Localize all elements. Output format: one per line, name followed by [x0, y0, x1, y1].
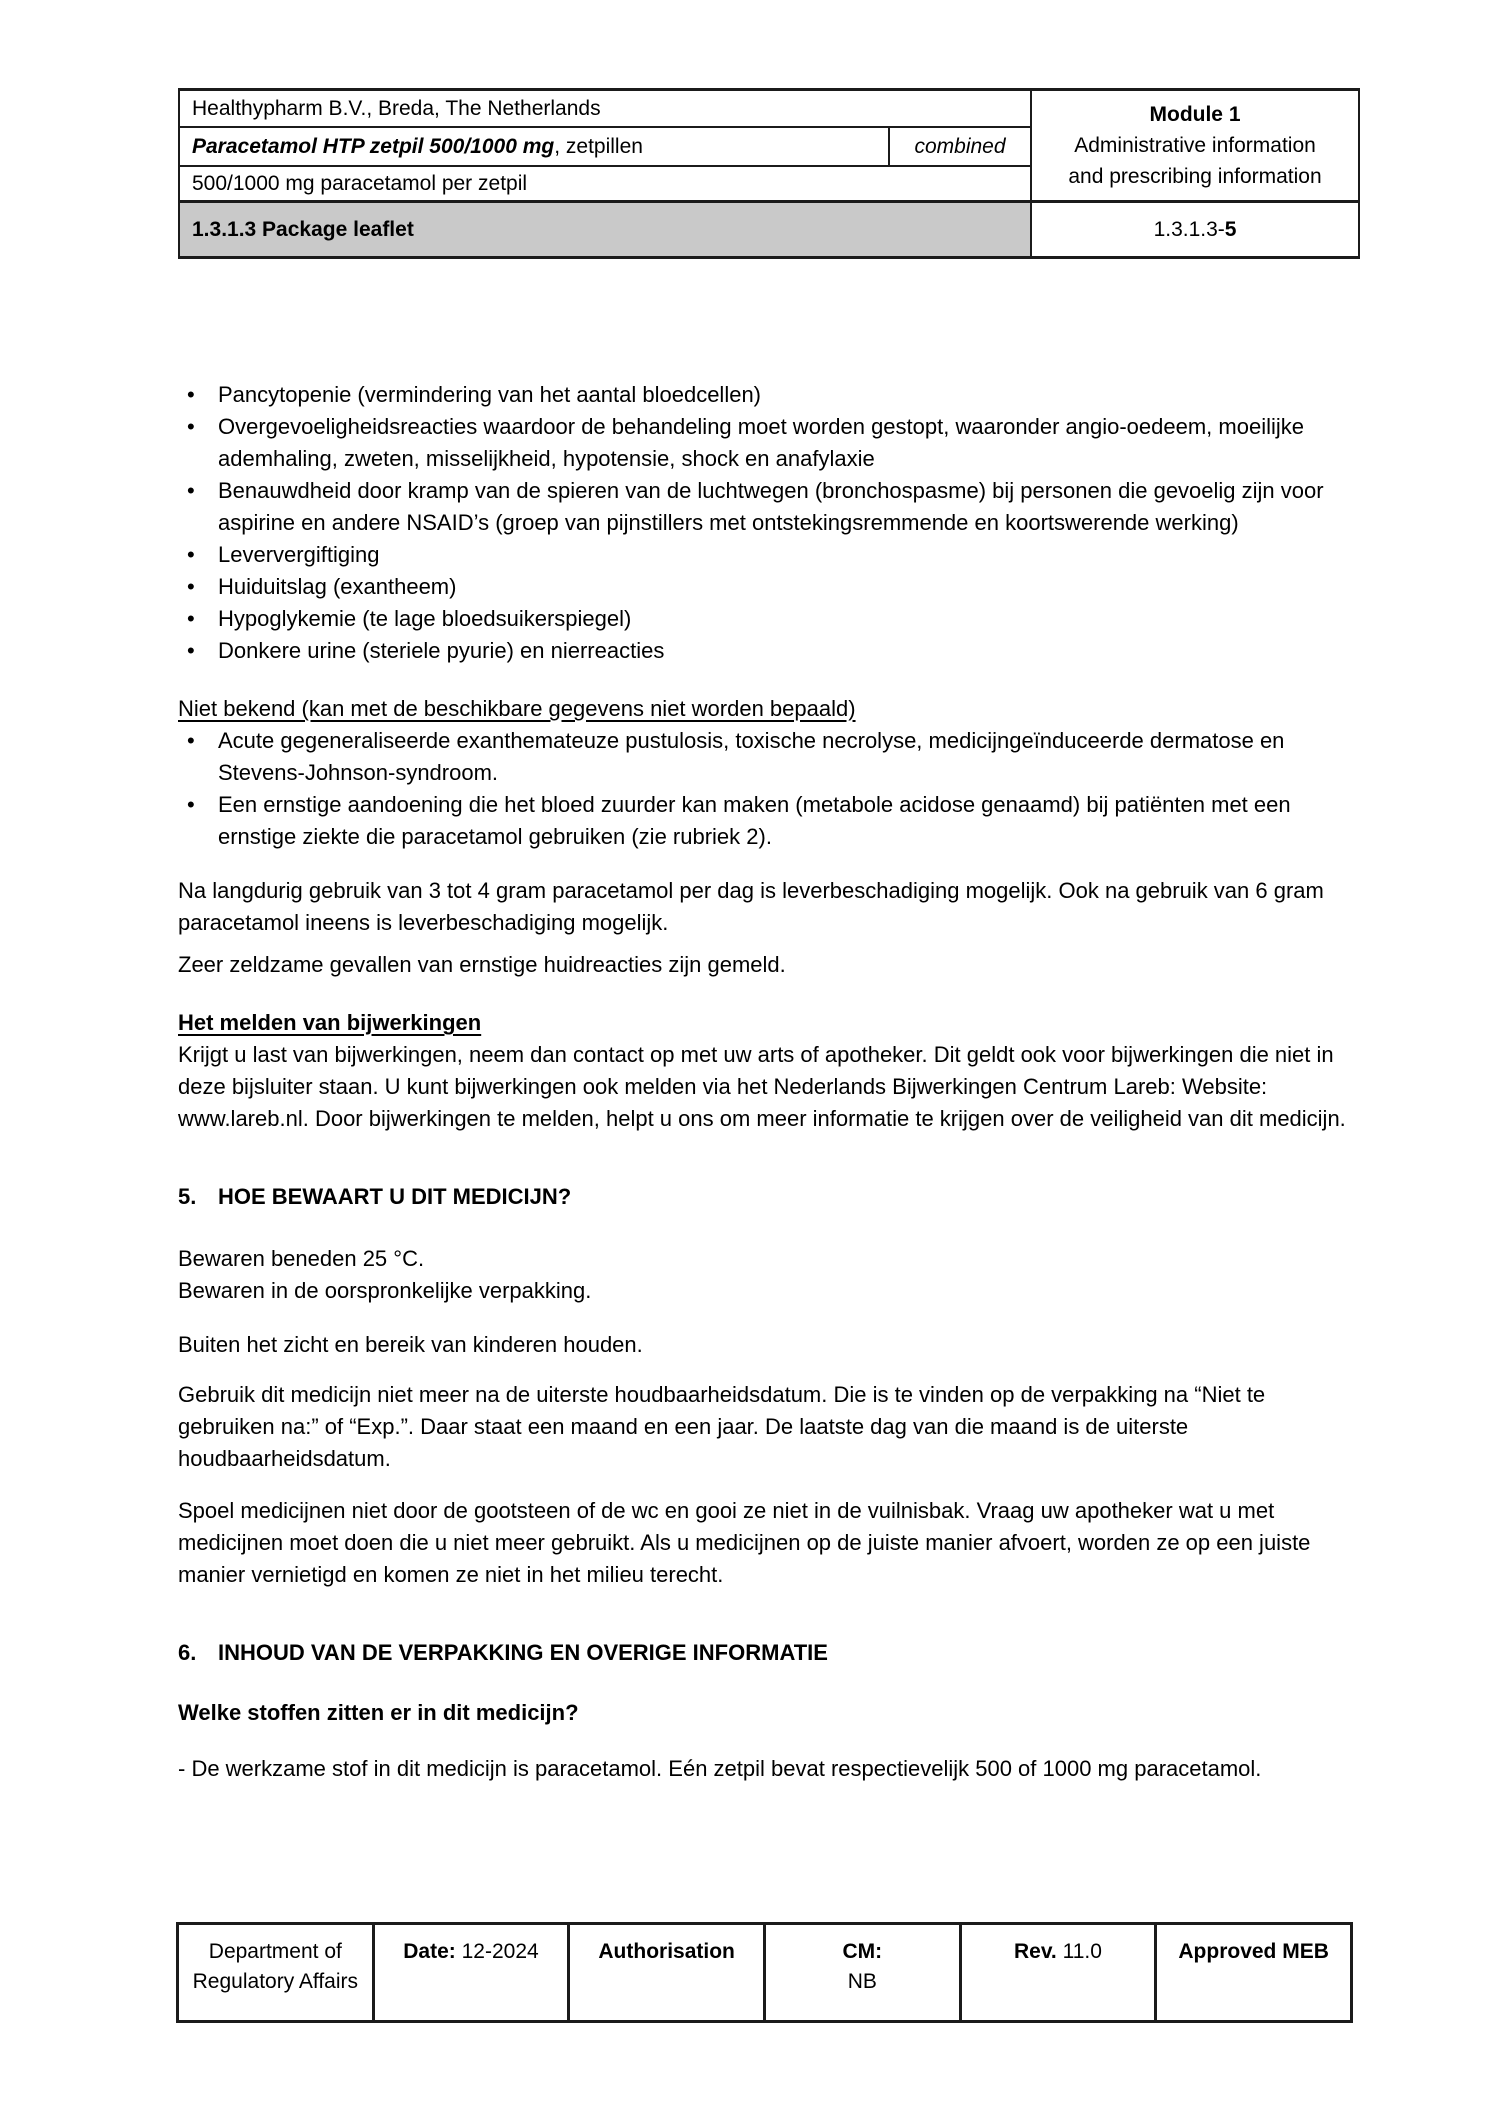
section5-number: 5. [178, 1184, 197, 1209]
list-item: • Donkere urine (steriele pyurie) en nierreacties [178, 635, 1358, 667]
module-subtitle-line2: and prescribing information [1068, 165, 1322, 188]
section6-title: INHOUD VAN DE VERPAKKING EN OVERIGE INFORMATIE [218, 1640, 828, 1665]
rev-value: 11.0 [1056, 1940, 1102, 1963]
module-subtitle-line1: Administrative information [1074, 134, 1316, 157]
cm-cell [764, 1924, 960, 2022]
list-item: • Leververgiftiging [178, 539, 1358, 571]
paragraph-reporting: Krijgt u last van bijwerkingen, neem dan contact op met uw arts of apotheker. Dit geldt ook voor bijwerkingen die niet in deze bijsluiter staan. U kunt bijwerkingen ook melden via het Nederlands Bijwerkingen Centrum Lareb: Website: www.lareb.nl. Door bijwerkingen te melden, helpt u ons om meer informatie te krijgen over de veiligheid van dit medicijn. [178, 1042, 1346, 1131]
section6-heading [178, 1637, 1358, 1669]
module-title: Module 1 [1149, 103, 1241, 126]
paragraph-long-term-use: Na langdurig gebruik van 3 tot 4 gram paracetamol per dag is leverbeschadiging mogelijk. Ook na gebruik van 6 gram paracetamol ineens is leverbeschadiging mogelijk. [178, 878, 1324, 935]
storage-line-1: Bewaren beneden 25 °C. [178, 1246, 425, 1271]
department-line-2: Regulatory Affairs [192, 1970, 359, 1993]
paragraph-storage [178, 1243, 1358, 1307]
cm-value: NB [847, 1970, 877, 1993]
cm-label: CM: [842, 1940, 883, 1963]
rev-label: Rev. [1013, 1940, 1057, 1963]
section6-number: 6. [178, 1640, 197, 1665]
paragraph-expiry: Gebruik dit medicijn niet meer na de uiterste houdbaarheidsdatum. Die is te vinden op de verpakking na “Niet te gebruiken na:” of “Exp.”. Daar staat een maand en een jaar. De laatste dag van die maand is de uiterste houdbaarheidsdatum. [178, 1382, 1266, 1471]
paragraph-rare-reactions: Zeer zeldzame gevallen van ernstige huidreacties zijn gemeld. [178, 952, 786, 977]
module-cell [1031, 90, 1359, 202]
combined-cell: combined [889, 127, 1031, 166]
department-cell [178, 1924, 374, 2022]
date-cell [373, 1924, 569, 2022]
rev-cell [960, 1924, 1156, 2022]
paragraph-substances: - De werkzame stof in dit medicijn is paracetamol. Eén zetpil bevat respectievelijk 500 of 1000 mg paracetamol. [178, 1756, 1262, 1781]
list-item: • Hypoglykemie (te lage bloedsuikerspiegel) [178, 603, 1358, 635]
product-form: , zetpillen [554, 134, 643, 158]
list-item: • Benauwdheid door kramp van de spieren van de luchtwegen (bronchospasme) bij personen die gevoelig zijn voor aspirine en andere NSAID’s (groep van pijnstillers met ontstekingsremmende en koortswerende werking) [178, 475, 1358, 539]
leaflet-body [178, 379, 1358, 1785]
product-cell [179, 127, 889, 166]
company-name: Healthypharm B.V., Breda, The Netherlands [192, 96, 601, 120]
company-cell [179, 90, 1031, 128]
list-item: • Overgevoeligheidsreacties waardoor de behandeling moet worden gestopt, waaronder angio-oedeem, moeilijke ademhaling, zweten, misselijkheid, hypotensie, shock en anafylaxie [178, 411, 1358, 475]
section5-heading [178, 1181, 1358, 1213]
list-item: • Pancytopenie (vermindering van het aantal bloedcellen) [178, 379, 1358, 411]
authorisation-cell: Authorisation [569, 1924, 765, 2022]
list-item: • Acute gegeneraliseerde exanthemateuze pustulosis, toxische necrolyse, medicijngeïnduceerde dermatose en Stevens-Johnson-syndroom. [178, 725, 1358, 789]
date-label: Date: [403, 1940, 456, 1963]
paragraph-disposal: Spoel medicijnen niet door de gootsteen of de wc en gooi ze niet in de vuilnisbak. Vraag uw apotheker wat u met medicijnen moet doen die u niet meer gebruikt. Als u medicijnen op de juiste manier afvoert, worden ze op een juiste manier vernietigd en komen ze niet in het milieu terecht. [178, 1498, 1311, 1587]
product-name: Paracetamol HTP zetpil 500/1000 mg [192, 134, 555, 158]
strength-cell: 500/1000 mg paracetamol per zetpil [179, 166, 1031, 202]
side-effects-list [178, 379, 1358, 667]
approved-cell: Approved MEB [1156, 1924, 1352, 2022]
section-number-page: 5 [1224, 217, 1237, 241]
storage-line-2: Bewaren in de oorspronkelijke verpakking. [178, 1278, 592, 1303]
section-number-cell [1031, 202, 1359, 258]
substances-heading: Welke stoffen zitten er in dit medicijn? [178, 1700, 579, 1725]
paragraph-keep-away: Buiten het zicht en bereik van kinderen houden. [178, 1332, 643, 1357]
date-value: 12-2024 [455, 1940, 539, 1963]
list-item: • Een ernstige aandoening die het bloed zuurder kan maken (metabole acidose genaamd) bij patiënten met een ernstige ziekte die paracetamol gebruiken (zie rubriek 2). [178, 789, 1358, 853]
not-known-heading: Niet bekend (kan met de beschikbare gegevens niet worden bepaald) [178, 696, 856, 721]
not-known-list [178, 725, 1358, 853]
header-table [178, 88, 1360, 259]
department-line-1: Department of [208, 1940, 342, 1963]
section-title-cell: 1.3.1.3 Package leaflet [179, 202, 1031, 258]
list-item: • Huiduitslag (exantheem) [178, 571, 1358, 603]
page-content [178, 88, 1358, 1785]
section-number-prefix: 1.3.1.3- [1153, 217, 1225, 241]
footer-table [176, 1922, 1353, 2023]
reporting-heading: Het melden van bijwerkingen [178, 1010, 482, 1035]
section5-title: HOE BEWAART U DIT MEDICIJN? [218, 1184, 572, 1209]
